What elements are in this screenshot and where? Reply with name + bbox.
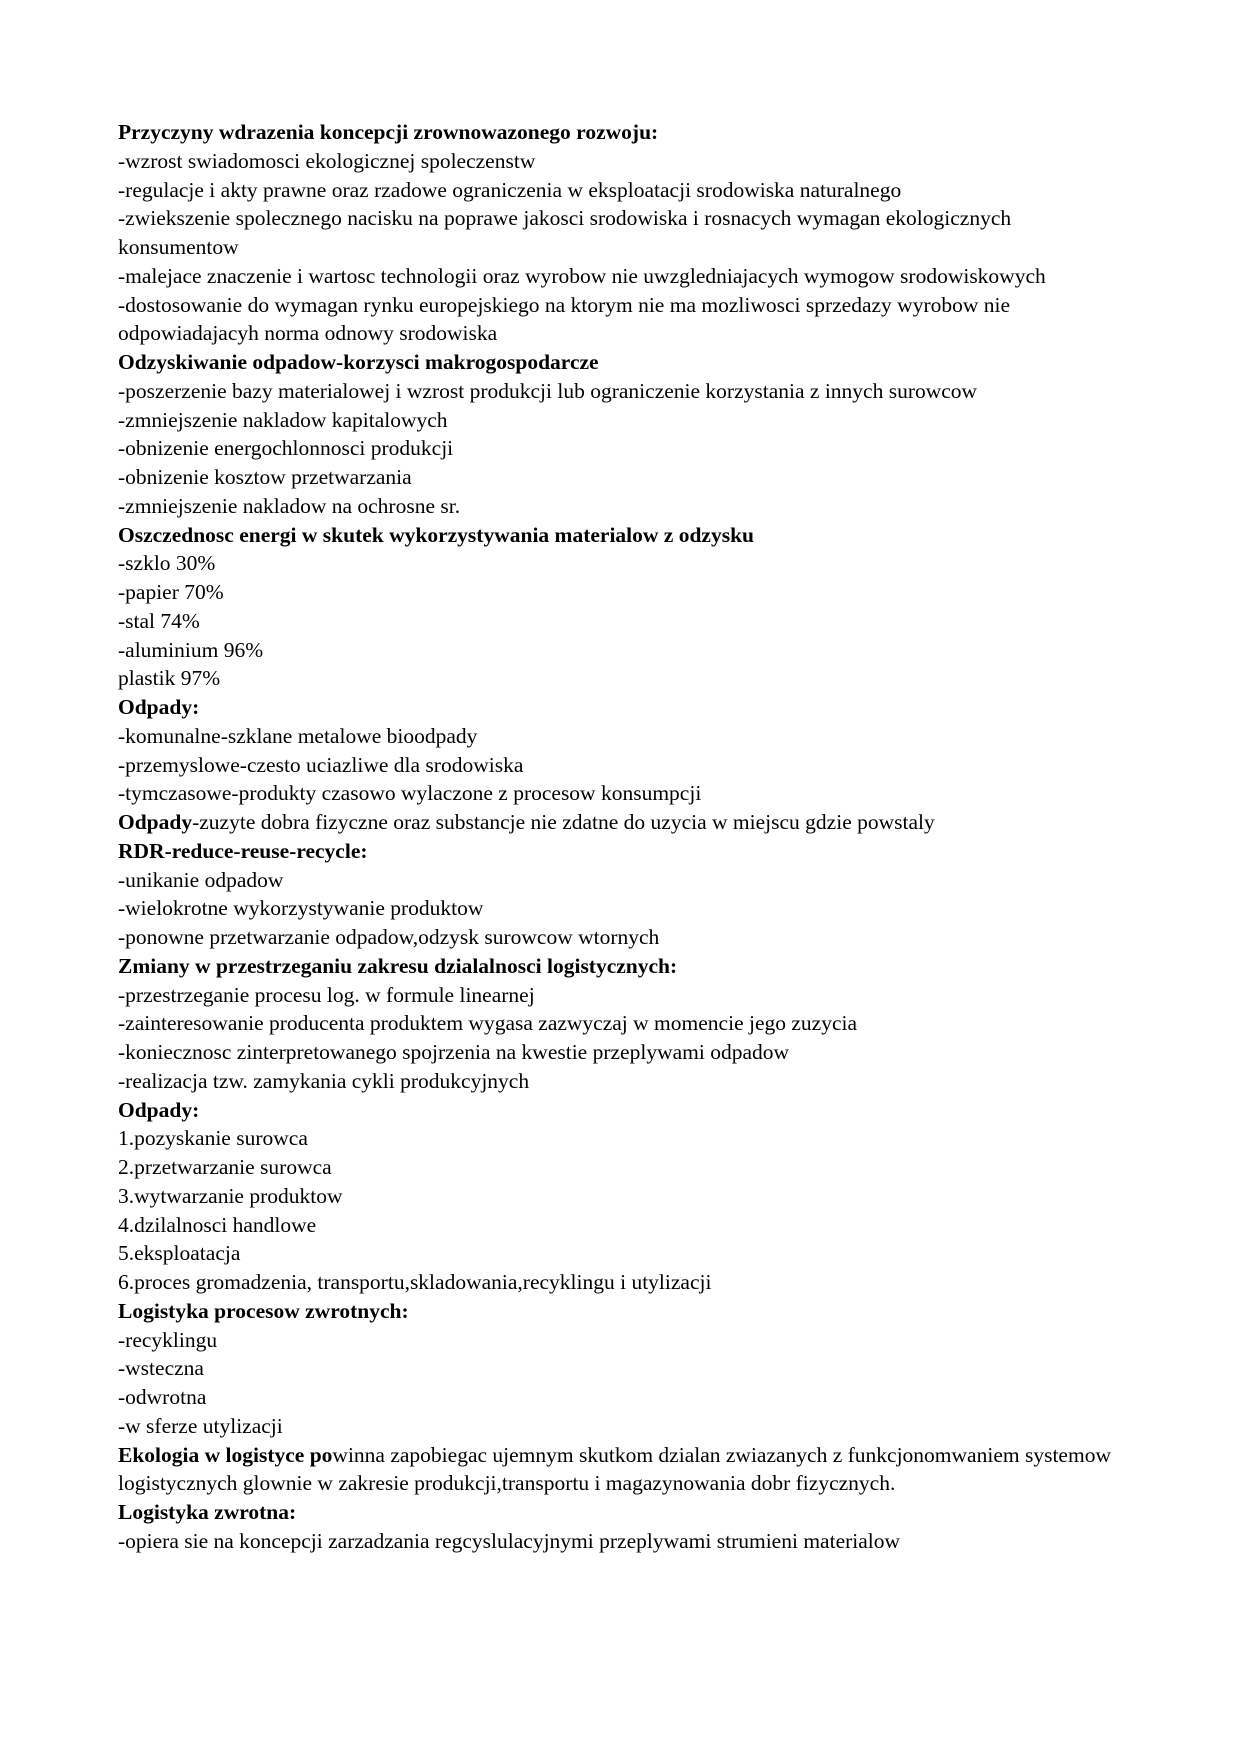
definition-odpady — [118, 808, 1128, 837]
list-item: -recyklingu — [118, 1327, 218, 1352]
list-item: -regulacje i akty prawne oraz rzadowe ograniczenia w eksploatacji srodowiska naturalnego — [118, 177, 902, 202]
list-item: -odwrotna — [118, 1385, 207, 1409]
heading-przyczyny: Przyczyny wdrazenia koncepcji zrownowazonego rozwoju: — [118, 120, 659, 144]
paragraph-ekologia — [118, 1441, 1128, 1499]
list-item: -wzrost swiadomosci ekologicznej spoleczenstw — [118, 148, 536, 173]
list-item: -zmniejszenie nakladow kapitalowych — [118, 407, 448, 432]
list-item: -koniecznosc zinterpretowanego spojrzenia na kwestie przeplywami odpadow — [118, 1040, 790, 1064]
list-item: -komunalne-szklane metalowe bioodpady — [118, 723, 478, 748]
heading-odzyskiwanie: Odzyskiwanie odpadow-korzysci makrogospodarcze — [118, 350, 599, 374]
list-item: -zainteresowanie producenta produktem wygasa zazwyczaj w momencie jego zuzycia — [118, 1011, 858, 1036]
definition-term: Odpady — [118, 810, 193, 834]
list-item: -przestrzeganie procesu log. w formule linearnej — [118, 982, 535, 1007]
list-item: -papier 70% — [118, 580, 224, 604]
list-item: -stal 74% — [118, 608, 200, 633]
list-item: -ponowne przetwarzanie odpadow,odzysk surowcow wtornych — [118, 925, 660, 949]
paragraph-term: Ekologia w logistyce po — [118, 1442, 333, 1467]
heading-oszczednosc: Oszczednosc energi w skutek wykorzystywania materialow z odzysku — [118, 522, 754, 547]
list-item: -zwiekszenie spolecznego nacisku na poprawe jakosci srodowiska i rosnacych wymagan ekologicznych konsumentow — [118, 206, 1012, 259]
list-item: -opiera sie na koncepcji zarzadzania regcyslulacyjnymi przeplywami strumieni materialow — [118, 1528, 901, 1553]
list-item: 1.pozyskanie surowca — [118, 1126, 308, 1151]
list-item: -wsteczna — [118, 1356, 204, 1381]
list-item: -unikanie odpadow — [118, 867, 284, 892]
list-item: -wielokrotne wykorzystywanie produktow — [118, 896, 484, 921]
paragraph-text: winna zapobiegac ujemnym skutkom dzialan zwiazanych z funkcjonomwaniem systemow logistycznych glownie w zakresie produkcji,transportu i magazynowania dobr fizycznych. — [118, 1442, 1111, 1496]
list-item: 6.proces gromadzenia, transportu,skladowania,recyklingu i utylizacji — [118, 1270, 712, 1294]
list-item: -obnizenie energochlonnosci produkcji — [118, 436, 454, 461]
definition-text: -zuzyte dobra fizyczne oraz substancje nie zdatne do uzycia w miejscu gdzie powstaly — [192, 810, 935, 834]
heading-odpady-2: Odpady: — [118, 1097, 200, 1122]
list-item: plastik 97% — [118, 666, 221, 691]
list-item: -zmniejszenie nakladow na ochrosne sr. — [118, 493, 461, 518]
list-item: -realizacja tzw. zamykania cykli produkcyjnych — [118, 1068, 530, 1093]
list-item: -malejace znaczenie i wartosc technologii oraz wyrobow nie uwzgledniajacych wymogow srodowiskowych — [118, 263, 1046, 288]
document-page — [118, 118, 1128, 1556]
heading-rdr: RDR-reduce-reuse-recycle: — [118, 838, 368, 863]
heading-logistyka-procesow: Logistyka procesow zwrotnych: — [118, 1298, 409, 1323]
list-item: -przemyslowe-czesto uciazliwe dla srodowiska — [118, 752, 524, 777]
list-item: 2.przetwarzanie surowca — [118, 1155, 332, 1179]
list-item: -w sferze utylizacji — [118, 1413, 283, 1438]
heading-zmiany: Zmiany w przestrzeganiu zakresu dzialalnosci logistycznych: — [118, 953, 678, 978]
list-item: -szklo 30% — [118, 551, 216, 576]
list-item: -obnizenie kosztow przetwarzania — [118, 465, 412, 489]
list-item: -poszerzenie bazy materialowej i wzrost produkcji lub ograniczenie korzystania z innych surowcow — [118, 378, 978, 403]
heading-logistyka-zwrotna: Logistyka zwrotna: — [118, 1500, 297, 1524]
list-item: -aluminium 96% — [118, 637, 264, 662]
list-item: -dostosowanie do wymagan rynku europejskiego na ktorym nie ma mozliwosci sprzedazy wyrobow nie odpowiadajacyh norma odnowy srodowiska — [118, 292, 1011, 346]
list-item: 4.dzilalnosci handlowe — [118, 1212, 317, 1237]
heading-odpady: Odpady: — [118, 695, 200, 719]
list-item: 3.wytwarzanie produktow — [118, 1183, 343, 1208]
list-item: -tymczasowe-produkty czasowo wylaczone z procesow konsumpcji — [118, 781, 702, 806]
list-item: 5.eksploatacja — [118, 1241, 241, 1266]
